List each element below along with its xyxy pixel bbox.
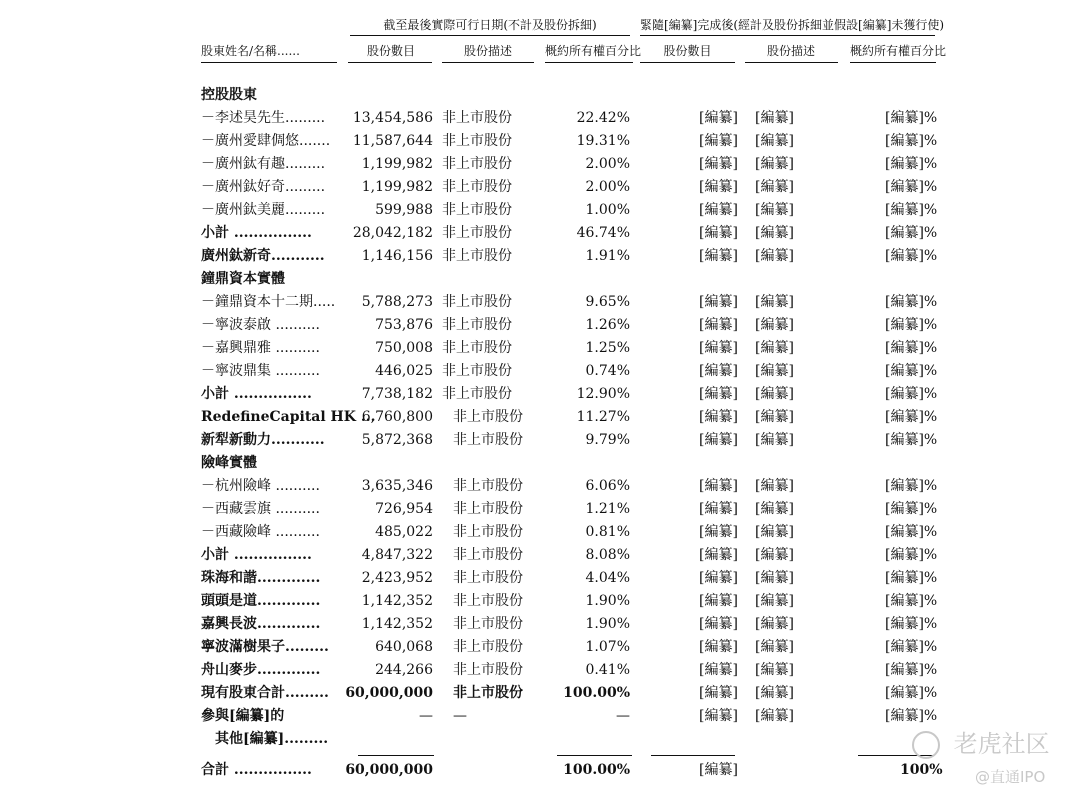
table-row (0, 659, 1080, 681)
desc2-rule (745, 62, 838, 63)
share-count: 1,199,982 (361, 179, 433, 195)
total-rule-shares-2 (651, 755, 735, 756)
ipo-watermark: @直通IPO (975, 768, 1046, 786)
redacted-pct-after: [編纂]% (885, 386, 938, 402)
share-count: 1,199,982 (361, 156, 433, 172)
shareholder-name: 參與[編纂]的 (201, 708, 285, 724)
total-rule-shares (358, 755, 434, 756)
redacted-desc-after: [編纂] (755, 294, 794, 310)
desc1-rule (442, 62, 534, 63)
ownership-pct: 0.41% (585, 662, 630, 678)
table-row (0, 84, 1080, 106)
header-group-2: 緊隨[編纂]完成後(經計及股份拆細並假設[編纂]未獲行使) (640, 18, 945, 32)
table-row (0, 222, 1080, 244)
table-row (0, 153, 1080, 175)
ownership-pct: 8.08% (585, 547, 630, 563)
shareholder-name: －西藏險峰 .......... (201, 524, 320, 540)
pct1-rule (545, 62, 633, 63)
shareholder-name: 廣州鈦新奇........... (201, 248, 325, 264)
table-row (0, 498, 1080, 520)
ownership-pct: 1.00% (585, 202, 630, 218)
shareholder-name: 寧波滿樹果子......... (201, 639, 329, 655)
redacted-shares-after: [編纂] (699, 524, 738, 540)
share-description: — (453, 708, 467, 724)
name-col-rule (201, 62, 337, 63)
redacted-pct-after: [編纂]% (885, 616, 938, 632)
redacted-desc-after: [編纂] (755, 202, 794, 218)
redacted-shares-after: [編纂] (699, 708, 738, 724)
redacted-desc-after: [編纂] (755, 225, 794, 241)
shareholder-name: －廣州鈦有趣......... (201, 156, 326, 172)
redacted-shares-after: [編纂] (699, 432, 738, 448)
share-count: 1,146,156 (361, 248, 433, 264)
table-row (0, 130, 1080, 152)
table-row (0, 452, 1080, 474)
shareholder-name: －杭州險峰 .......... (201, 478, 320, 494)
redacted-desc-after: [編纂] (755, 685, 794, 701)
redacted-shares-after: [編纂] (699, 501, 738, 517)
ownership-pct: 11.27% (576, 409, 630, 425)
col-shares-1: 股份數目 (366, 44, 415, 58)
redacted-shares-after: [編纂] (699, 317, 738, 333)
redacted-shares-after: [編纂] (699, 547, 738, 563)
ownership-pct: — (616, 708, 630, 724)
col-pct-2: 概約所有權百分比 (850, 44, 947, 58)
share-count: 11,587,644 (352, 133, 433, 149)
shares2-rule (640, 62, 735, 63)
redacted-desc-after: [編纂] (755, 133, 794, 149)
redacted-desc-after: [編纂] (755, 363, 794, 379)
redacted-shares-after: [編纂] (699, 340, 738, 356)
redacted-desc-after: [編纂] (755, 317, 794, 333)
share-description: 非上市股份 (453, 639, 523, 655)
ownership-pct: 2.00% (585, 156, 630, 172)
ownership-pct: 1.90% (585, 593, 630, 609)
share-description: 非上市股份 (442, 248, 512, 264)
ownership-pct: 1.25% (585, 340, 630, 356)
table-row (0, 636, 1080, 658)
table-row (0, 613, 1080, 635)
share-count: 28,042,182 (352, 225, 433, 241)
redacted-desc-after: [編纂] (755, 593, 794, 609)
shareholder-name: －廣州愛肆倜悠....... (201, 133, 331, 149)
ownership-pct: 1.90% (585, 616, 630, 632)
redacted-shares-after: [編纂] (699, 363, 738, 379)
shareholder-name: －廣州鈦美麗......... (201, 202, 326, 218)
redacted-pct-after: [編纂]% (885, 248, 938, 264)
ownership-pct: 22.42% (576, 110, 630, 126)
table-row (0, 475, 1080, 497)
table-row (0, 429, 1080, 451)
share-description: 非上市股份 (453, 524, 523, 540)
total-shares: 60,000,000 (345, 762, 433, 778)
redacted-pct-after: [編纂]% (885, 432, 938, 448)
table-row (0, 199, 1080, 221)
share-description: 非上市股份 (453, 547, 523, 563)
redacted-desc-after: [編纂] (755, 409, 794, 425)
total-rule-pct (557, 755, 632, 756)
table-row (0, 107, 1080, 129)
redacted-pct-after: [編纂]% (885, 409, 938, 425)
ownership-pct: 1.21% (585, 501, 630, 517)
ownership-pct: 2.00% (585, 179, 630, 195)
share-count: 485,022 (375, 524, 433, 540)
redacted-desc-after: [編纂] (755, 662, 794, 678)
redacted-pct-after: [編纂]% (885, 202, 938, 218)
tiger-watermark-text: 老虎社区 (953, 730, 1050, 758)
tiger-logo-icon (912, 731, 940, 759)
redacted-pct-after: [編纂]% (885, 501, 938, 517)
share-description: 非上市股份 (453, 570, 523, 586)
redacted-pct-after: [編纂]% (885, 662, 938, 678)
redacted-pct-after: [編纂]% (885, 593, 938, 609)
share-count: — (419, 708, 433, 724)
shares1-rule (348, 62, 432, 63)
redacted-pct-after: [編纂]% (885, 294, 938, 310)
redacted-pct-after: [編纂]% (885, 133, 938, 149)
shareholder-name: 舟山麥步............. (201, 662, 321, 678)
share-description: 非上市股份 (442, 317, 512, 333)
redacted-shares-after: [編纂] (699, 409, 738, 425)
redacted-pct-after: [編纂]% (885, 547, 938, 563)
header-group-1-rule (350, 35, 630, 36)
name-column-header: 股東姓名/名稱...... (201, 44, 300, 58)
shareholder-name: －廣州鈦好奇......... (201, 179, 326, 195)
shareholder-name: 小計 ................ (201, 225, 312, 241)
share-count: 1,142,352 (361, 593, 433, 609)
redacted-pct-after: [編纂]% (885, 639, 938, 655)
ownership-pct: 1.26% (585, 317, 630, 333)
share-description: 非上市股份 (453, 593, 523, 609)
redacted-shares-after: [編纂] (699, 179, 738, 195)
share-description: 非上市股份 (453, 409, 523, 425)
table-row (0, 406, 1080, 428)
total-row (0, 759, 1080, 781)
share-count: 726,954 (375, 501, 433, 517)
total-redacted-shares: [編纂] (699, 762, 738, 778)
redacted-desc-after: [編纂] (755, 179, 794, 195)
redacted-desc-after: [編纂] (755, 639, 794, 655)
ownership-pct: 0.74% (585, 363, 630, 379)
table-row (0, 544, 1080, 566)
table-row (0, 383, 1080, 405)
redacted-shares-after: [編纂] (699, 386, 738, 402)
table-row (0, 682, 1080, 704)
redacted-pct-after: [編纂]% (885, 685, 938, 701)
redacted-pct-after: [編纂]% (885, 317, 938, 333)
shareholder-name: －嘉興鼎雅 .......... (201, 340, 320, 356)
shareholder-name: 鐘鼎資本實體 (201, 271, 285, 287)
total-pct-after: 100% (900, 762, 943, 778)
share-count: 750,008 (375, 340, 433, 356)
ownership-pct: 9.79% (585, 432, 630, 448)
share-count: 1,142,352 (361, 616, 433, 632)
redacted-desc-after: [編纂] (755, 432, 794, 448)
total-label: 合計 ................ (201, 762, 312, 778)
col-desc-1: 股份描述 (463, 44, 512, 58)
col-pct-1: 概約所有權百分比 (545, 44, 642, 58)
share-count: 2,423,952 (361, 570, 433, 586)
share-count: 6,760,800 (361, 409, 433, 425)
share-count: 446,025 (375, 363, 433, 379)
redacted-desc-after: [編纂] (755, 708, 794, 724)
shareholder-name: 頭頭是道............. (201, 593, 321, 609)
share-count: 5,872,368 (361, 432, 433, 448)
redacted-desc-after: [編纂] (755, 110, 794, 126)
redacted-desc-after: [編纂] (755, 386, 794, 402)
table-row (0, 567, 1080, 589)
redacted-shares-after: [編纂] (699, 110, 738, 126)
shareholder-name: 小計 ................ (201, 547, 312, 563)
shareholder-name: －西藏雲旗 .......... (201, 501, 320, 517)
ownership-pct: 0.81% (585, 524, 630, 540)
ownership-pct: 9.65% (585, 294, 630, 310)
total-pct: 100.00% (563, 762, 630, 778)
table-row (0, 337, 1080, 359)
ownership-pct: 6.06% (585, 478, 630, 494)
shareholder-name: 小計 ................ (201, 386, 312, 402)
ownership-pct: 4.04% (585, 570, 630, 586)
share-count: 5,788,273 (361, 294, 433, 310)
redacted-desc-after: [編纂] (755, 547, 794, 563)
redacted-pct-after: [編纂]% (885, 156, 938, 172)
redacted-shares-after: [編纂] (699, 685, 738, 701)
share-count: 60,000,000 (345, 685, 433, 701)
shareholder-name: 珠海和諧............. (201, 570, 321, 586)
redacted-shares-after: [編纂] (699, 133, 738, 149)
pct2-rule (850, 62, 936, 63)
col-shares-2: 股份數目 (663, 44, 712, 58)
ownership-pct: 1.91% (585, 248, 630, 264)
redacted-shares-after: [編纂] (699, 593, 738, 609)
ownership-pct: 19.31% (576, 133, 630, 149)
share-description: 非上市股份 (442, 386, 512, 402)
redacted-shares-after: [編纂] (699, 294, 738, 310)
share-description: 非上市股份 (442, 202, 512, 218)
share-count: 13,454,586 (352, 110, 433, 126)
redacted-shares-after: [編纂] (699, 639, 738, 655)
share-count: 4,847,322 (361, 547, 433, 563)
col-desc-2: 股份描述 (766, 44, 815, 58)
redacted-shares-after: [編纂] (699, 248, 738, 264)
redacted-desc-after: [編纂] (755, 570, 794, 586)
header-group-1: 截至最後實際可行日期(不計及股份拆細) (383, 18, 597, 32)
shareholder-name: RedefineCapital HK ... (201, 409, 376, 425)
redacted-pct-after: [編纂]% (885, 478, 938, 494)
share-description: 非上市股份 (453, 478, 523, 494)
shareholder-name: －寧波泰啟 .......... (201, 317, 320, 333)
redacted-pct-after: [編纂]% (885, 225, 938, 241)
ownership-pct: 12.90% (576, 386, 630, 402)
share-description: 非上市股份 (442, 133, 512, 149)
redacted-shares-after: [編纂] (699, 662, 738, 678)
share-description: 非上市股份 (453, 685, 523, 701)
ownership-pct: 46.74% (576, 225, 630, 241)
share-description: 非上市股份 (442, 110, 512, 126)
share-description: 非上市股份 (453, 662, 523, 678)
redacted-shares-after: [編纂] (699, 156, 738, 172)
share-count: 753,876 (375, 317, 433, 333)
table-row (0, 521, 1080, 543)
share-description: 非上市股份 (453, 501, 523, 517)
redacted-shares-after: [編纂] (699, 478, 738, 494)
redacted-pct-after: [編纂]% (885, 340, 938, 356)
share-count: 3,635,346 (361, 478, 433, 494)
header-group-2-rule (640, 35, 935, 36)
tiger-community-watermark (912, 724, 1050, 759)
redacted-pct-after: [編纂]% (885, 524, 938, 540)
table-row (0, 314, 1080, 336)
redacted-desc-after: [編纂] (755, 524, 794, 540)
share-count: 244,266 (375, 662, 433, 678)
share-description: 非上市股份 (442, 156, 512, 172)
redacted-desc-after: [編纂] (755, 340, 794, 356)
share-description: 非上市股份 (453, 432, 523, 448)
redacted-pct-after: [編纂]% (885, 179, 938, 195)
redacted-pct-after: [編纂]% (885, 363, 938, 379)
table-row (0, 245, 1080, 267)
share-description: 非上市股份 (453, 616, 523, 632)
table-row (0, 360, 1080, 382)
shareholder-name: －鐘鼎資本十二期..... (201, 294, 336, 310)
redacted-shares-after: [編纂] (699, 202, 738, 218)
shareholder-name: －寧波鼎集 .......... (201, 363, 320, 379)
table-row (0, 268, 1080, 290)
shareholder-name: 險峰實體 (201, 455, 257, 471)
redacted-pct-after: [編纂]% (885, 110, 938, 126)
share-description: 非上市股份 (442, 179, 512, 195)
redacted-shares-after: [編纂] (699, 616, 738, 632)
redacted-shares-after: [編纂] (699, 570, 738, 586)
redacted-shares-after: [編纂] (699, 225, 738, 241)
share-description: 非上市股份 (442, 363, 512, 379)
share-description: 非上市股份 (442, 294, 512, 310)
shareholder-name: 控股股東 (201, 87, 257, 103)
share-count: 599,988 (375, 202, 433, 218)
shareholder-name: 現有股東合計......... (201, 685, 329, 701)
share-count: 7,738,182 (361, 386, 433, 402)
shareholder-name: 新犁新動力........... (201, 432, 325, 448)
shareholder-name: 其他[編纂]......... (201, 731, 329, 747)
share-count: 640,068 (375, 639, 433, 655)
redacted-desc-after: [編纂] (755, 248, 794, 264)
redacted-desc-after: [編纂] (755, 156, 794, 172)
redacted-desc-after: [編纂] (755, 616, 794, 632)
ownership-pct: 100.00% (563, 685, 630, 701)
redacted-desc-after: [編纂] (755, 478, 794, 494)
share-description: 非上市股份 (442, 225, 512, 241)
ownership-pct: 1.07% (585, 639, 630, 655)
shareholder-name: 嘉興長波............. (201, 616, 321, 632)
table-row (0, 590, 1080, 612)
table-row (0, 291, 1080, 313)
redacted-desc-after: [編纂] (755, 501, 794, 517)
redacted-pct-after: [編纂]% (885, 708, 938, 724)
share-description: 非上市股份 (442, 340, 512, 356)
table-row (0, 176, 1080, 198)
shareholder-name: －李述昊先生......... (201, 110, 326, 126)
redacted-pct-after: [編纂]% (885, 570, 938, 586)
